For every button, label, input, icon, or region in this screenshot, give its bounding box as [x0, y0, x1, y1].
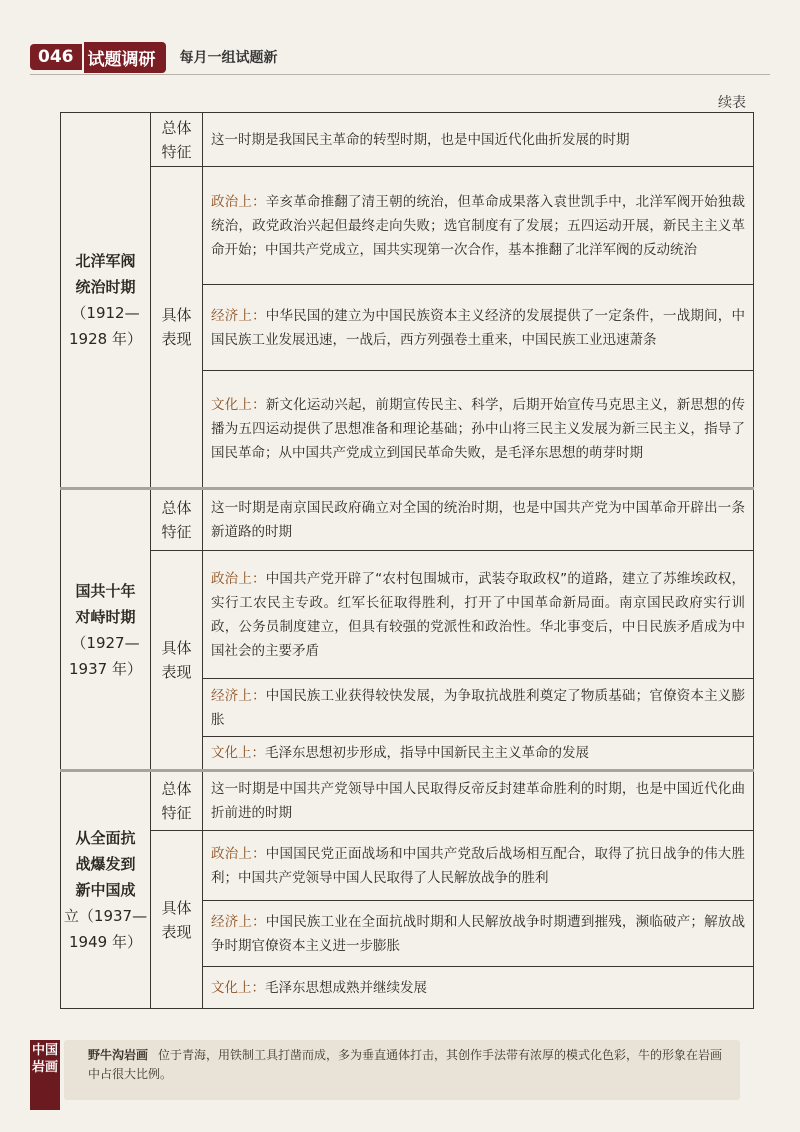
category-cell	[151, 771, 203, 831]
period-years-line: 1937 年）	[69, 659, 142, 678]
table-row	[61, 831, 754, 901]
category-cell	[151, 489, 203, 551]
period-cell	[61, 489, 151, 771]
table-row	[61, 771, 754, 831]
category-label: 具体表现	[161, 306, 192, 348]
overall-text-content: 这一时期是我国民主革命的转型时期，也是中国近代化曲折发展的时期	[211, 131, 630, 148]
politics-text	[203, 167, 754, 285]
footer-text: 位于青海，用铁制工具打凿而成，多为垂直通体打击，其创作手法带有浓厚的模式化色彩，牛的形象在岩画中占很大比例。	[88, 1048, 723, 1081]
economy-text	[203, 285, 754, 371]
category-cell	[151, 167, 203, 489]
economy-text	[203, 901, 754, 967]
page-header	[30, 40, 278, 74]
period-name-line: 新中国成	[75, 881, 136, 899]
aspect-label: 经济上：	[211, 687, 266, 704]
footer-title: 野牛沟岩画	[88, 1048, 149, 1062]
aspect-content: 毛泽东思想成熟并继续发展	[265, 979, 427, 996]
continuation-label: 续表	[718, 95, 746, 111]
period-cell	[61, 771, 151, 1009]
overall-text-content: 这一时期是南京国民政府确立对全国的统治时期，也是中国共产党为中国革命开辟出一条新道路的时期	[211, 500, 745, 540]
category-label: 具体表现	[161, 898, 192, 941]
footer-side-label: 中国岩画	[30, 1040, 60, 1110]
category-cell	[151, 113, 203, 167]
aspect-label: 文化上：	[211, 979, 265, 996]
aspect-label: 经济上：	[211, 913, 266, 930]
period-name-line: 对峙时期	[75, 607, 136, 626]
aspect-content: 中华民国的建立为中国民族资本主义经济的发展提供了一定条件，一战期间，中国民族工业发展迅速，一战后，西方列强卷土重来，中国民族工业迅速萧条	[211, 307, 746, 348]
period-years-line: （1912—	[71, 304, 140, 322]
table-row	[61, 113, 754, 167]
overall-text-content: 这一时期是中国共产党领导中国人民取得反帝反封建革命胜利的时期，也是中国近代化曲折前进的时期	[211, 781, 745, 821]
aspect-label: 政治上：	[211, 193, 266, 210]
overall-text	[203, 489, 754, 551]
aspect-content: 辛亥革命推翻了清王朝的统治，但革命成果落入袁世凯手中，北洋军阀开始独裁统治，政党政治兴起但最终走向失败；选官制度有了发展；五四运动开展，新民主主义革命开始；中国共产党成立，国共实现第一次合作，基本推翻了北洋军阀的反动统治	[211, 193, 746, 258]
category-label: 总体特征	[161, 118, 192, 161]
footer-note	[64, 1040, 740, 1100]
overall-text	[203, 113, 754, 167]
history-table	[60, 112, 754, 1009]
period-years-line: 1949 年）	[69, 933, 142, 951]
aspect-content: 中国国民党正面战场和中国共产党敌后战场相互配合，取得了抗日战争的伟大胜利；中国共产党领导中国人民取得了人民解放战争的胜利	[211, 845, 746, 886]
period-years-line: 1928 年）	[69, 330, 142, 348]
aspect-label: 经济上：	[211, 307, 266, 324]
politics-text	[203, 831, 754, 901]
economy-text	[203, 679, 754, 737]
culture-text	[203, 967, 754, 1009]
period-cell	[61, 113, 151, 489]
page-number: 046	[30, 44, 82, 70]
aspect-content: 中国共产党开辟了“农村包围城市，武装夺取政权”的道路，建立了苏维埃政权，实行工农民主专政。红军长征取得胜利，打开了中国革命新局面。南京国民政府实行训政，公务员制度建立，但具有较强的党派性和政治性。华北事变后，中日民族矛盾成为中国社会的主要矛盾	[211, 570, 745, 659]
aspect-label: 政治上：	[211, 845, 266, 862]
period-years-line: （1927—	[71, 633, 140, 652]
aspect-label: 文化上：	[211, 397, 266, 413]
section-subtitle: 每月一组试题新	[179, 50, 278, 66]
header-divider	[30, 74, 770, 75]
period-years-line: 立（1937—	[63, 907, 148, 925]
aspect-label: 文化上：	[211, 745, 265, 761]
culture-text	[203, 371, 754, 489]
culture-text	[203, 737, 754, 771]
period-name-line: 从全面抗	[75, 829, 136, 847]
table-row	[61, 167, 754, 285]
aspect-content: 中国民族工业获得较快发展，为争取抗战胜利奠定了物质基础；官僚资本主义膨胀	[211, 687, 746, 728]
category-label: 总体特征	[161, 499, 192, 541]
category-label: 具体表现	[161, 639, 192, 681]
politics-text	[203, 551, 754, 679]
aspect-content: 中国民族工业在全面抗战时期和人民解放战争时期遭到摧残，濒临破产；解放战争时期官僚资本主义进一步膨胀	[211, 913, 746, 954]
aspect-label: 政治上：	[211, 570, 266, 587]
table-row	[61, 551, 754, 679]
aspect-content: 新文化运动兴起，前期宣传民主、科学，后期开始宣传马克思主义，新思想的传播为五四运动提供了思想准备和理论基础；孙中山将三民主义发展为新三民主义，指导了国民革命；从中国共产党成立到国民革命失败，是毛泽东思想的萌芽时期	[211, 397, 746, 461]
period-name-line: 北洋军阀	[75, 252, 136, 270]
period-name-line: 统治时期	[75, 278, 136, 296]
category-cell	[151, 831, 203, 1009]
period-name-line: 战爆发到	[75, 855, 136, 873]
period-name-line: 国共十年	[75, 581, 136, 600]
table-row	[61, 489, 754, 551]
category-cell	[151, 551, 203, 771]
section-title: 试题调研	[84, 42, 166, 73]
category-label: 总体特征	[161, 780, 192, 822]
overall-text	[203, 771, 754, 831]
aspect-content: 毛泽东思想初步形成，指导中国新民主主义革命的发展	[265, 745, 589, 761]
